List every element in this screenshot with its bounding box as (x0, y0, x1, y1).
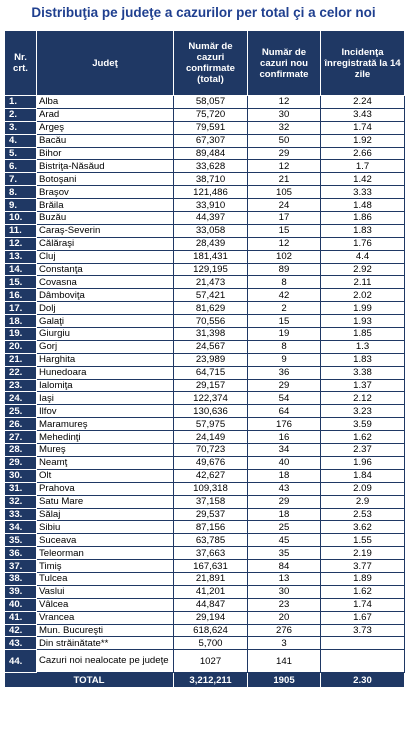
table-row (5, 134, 405, 147)
total-cases-cell: 87,156 (174, 521, 248, 534)
incidence-cell (321, 637, 405, 650)
total-cases-cell: 121,486 (174, 186, 248, 199)
nr-cell: 19. (5, 328, 37, 341)
nr-cell: 27. (5, 431, 37, 444)
incidence-cell: 1.84 (321, 469, 405, 482)
table-row (5, 224, 405, 237)
new-cases-cell: 29 (248, 495, 321, 508)
nr-cell: 37. (5, 560, 37, 573)
county-name-cell: Gorj (37, 340, 174, 353)
total-cases-cell: 44,847 (174, 598, 248, 611)
incidence-cell: 1.85 (321, 328, 405, 341)
nr-cell: 21. (5, 353, 37, 366)
county-name-cell: Bacău (37, 134, 174, 147)
total-cases-cell: 24,149 (174, 431, 248, 444)
total-cases-cell: 29,157 (174, 379, 248, 392)
incidence-cell: 2.9 (321, 495, 405, 508)
county-name-cell: Caraş-Severin (37, 224, 174, 237)
new-cases-cell: 43 (248, 482, 321, 495)
incidence-cell: 1.89 (321, 572, 405, 585)
table-row (5, 431, 405, 444)
total-cases-cell: 44,397 (174, 212, 248, 225)
total-cases-cell: 21,891 (174, 572, 248, 585)
incidence-cell: 1.62 (321, 431, 405, 444)
table-row (5, 650, 405, 673)
county-name-cell: Galaţi (37, 315, 174, 328)
header-new-cases: Număr de cazuri nou confirmate (248, 31, 321, 96)
new-cases-cell: 19 (248, 328, 321, 341)
incidence-cell: 1.92 (321, 134, 405, 147)
new-cases-cell: 18 (248, 469, 321, 482)
new-cases-cell: 176 (248, 418, 321, 431)
county-name-cell: Mureş (37, 444, 174, 457)
nr-cell: 16. (5, 289, 37, 302)
county-cases-table (4, 30, 405, 688)
table-header-row (5, 31, 405, 96)
county-name-cell: Giurgiu (37, 328, 174, 341)
county-name-cell: Alba (37, 96, 174, 109)
nr-cell: 4. (5, 134, 37, 147)
new-cases-cell: 30 (248, 108, 321, 121)
incidence-cell: 1.99 (321, 302, 405, 315)
new-cases-cell: 20 (248, 611, 321, 624)
total-cases-cell: 109,318 (174, 482, 248, 495)
new-cases-cell: 12 (248, 160, 321, 173)
incidence-cell: 1.83 (321, 224, 405, 237)
total-cases-cell: 618,624 (174, 624, 248, 637)
total-cases-cell: 49,676 (174, 456, 248, 469)
county-name-cell: Sălaj (37, 508, 174, 521)
table-row (5, 418, 405, 431)
total-cases-cell: 28,439 (174, 237, 248, 250)
nr-cell: 13. (5, 250, 37, 263)
nr-cell: 26. (5, 418, 37, 431)
table-row (5, 637, 405, 650)
new-cases-cell: 35 (248, 547, 321, 560)
county-name-cell: Maramureş (37, 418, 174, 431)
county-name-cell: Prahova (37, 482, 174, 495)
table-row (5, 276, 405, 289)
incidence-cell: 3.43 (321, 108, 405, 121)
incidence-cell: 1.74 (321, 121, 405, 134)
table-row (5, 250, 405, 263)
new-cases-cell: 23 (248, 598, 321, 611)
new-cases-cell: 25 (248, 521, 321, 534)
total-cases-cell: 37,158 (174, 495, 248, 508)
new-cases-cell: 12 (248, 96, 321, 109)
total-cases-cell: 89,484 (174, 147, 248, 160)
new-cases-cell: 15 (248, 224, 321, 237)
county-name-cell: Mehedinţi (37, 431, 174, 444)
table-row (5, 379, 405, 392)
table-row (5, 624, 405, 637)
county-name-cell: Hunedoara (37, 366, 174, 379)
nr-cell: 2. (5, 108, 37, 121)
incidence-cell: 1.76 (321, 237, 405, 250)
county-name-cell: Brăila (37, 199, 174, 212)
county-name-cell: Cazuri noi nealocate pe judeţe (37, 650, 174, 673)
nr-cell: 1. (5, 96, 37, 109)
county-name-cell: Dolj (37, 302, 174, 315)
total-cases-cell: 58,057 (174, 96, 248, 109)
new-cases-cell: 89 (248, 263, 321, 276)
table-row (5, 611, 405, 624)
table-row (5, 160, 405, 173)
nr-cell: 28. (5, 444, 37, 457)
incidence-cell: 1.3 (321, 340, 405, 353)
total-cases-cell: 1027 (174, 650, 248, 673)
county-name-cell: Braşov (37, 186, 174, 199)
table-row (5, 96, 405, 109)
table-row (5, 147, 405, 160)
nr-cell: 22. (5, 366, 37, 379)
nr-cell: 7. (5, 173, 37, 186)
new-cases-cell: 29 (248, 147, 321, 160)
total-cases-cell: 33,628 (174, 160, 248, 173)
county-name-cell: Bistriţa-Năsăud (37, 160, 174, 173)
table-row (5, 315, 405, 328)
new-cases-cell: 40 (248, 456, 321, 469)
nr-cell: 40. (5, 598, 37, 611)
total-cases-cell: 181,431 (174, 250, 248, 263)
total-cases-cell: 81,629 (174, 302, 248, 315)
table-row (5, 444, 405, 457)
nr-cell: 15. (5, 276, 37, 289)
table-row (5, 212, 405, 225)
county-name-cell: Sibiu (37, 521, 174, 534)
nr-cell: 30. (5, 469, 37, 482)
incidence-cell: 1.42 (321, 173, 405, 186)
incidence-cell: 2.09 (321, 482, 405, 495)
incidence-cell: 3.62 (321, 521, 405, 534)
nr-cell: 18. (5, 315, 37, 328)
table-row (5, 173, 405, 186)
table-row (5, 108, 405, 121)
incidence-cell: 2.37 (321, 444, 405, 457)
table-row (5, 263, 405, 276)
table-row (5, 469, 405, 482)
nr-cell: 14. (5, 263, 37, 276)
incidence-cell: 4.4 (321, 250, 405, 263)
new-cases-cell: 36 (248, 366, 321, 379)
incidence-cell: 1.74 (321, 598, 405, 611)
table-row (5, 598, 405, 611)
incidence-cell: 2.11 (321, 276, 405, 289)
nr-cell: 34. (5, 521, 37, 534)
nr-cell: 32. (5, 495, 37, 508)
county-name-cell: Timiş (37, 560, 174, 573)
nr-cell: 8. (5, 186, 37, 199)
table-row (5, 328, 405, 341)
total-incidence-cell: 2.30 (321, 673, 405, 688)
incidence-cell: 2.24 (321, 96, 405, 109)
county-name-cell: Vaslui (37, 585, 174, 598)
table-row (5, 199, 405, 212)
incidence-cell: 2.66 (321, 147, 405, 160)
new-cases-cell: 34 (248, 444, 321, 457)
county-name-cell: Din străinătate** (37, 637, 174, 650)
new-cases-cell: 30 (248, 585, 321, 598)
county-name-cell: Satu Mare (37, 495, 174, 508)
total-cases-cell: 70,723 (174, 444, 248, 457)
incidence-cell: 2.19 (321, 547, 405, 560)
total-cases-cell: 33,058 (174, 224, 248, 237)
nr-cell: 23. (5, 379, 37, 392)
new-cases-cell: 24 (248, 199, 321, 212)
nr-cell: 17. (5, 302, 37, 315)
county-name-cell: Buzău (37, 212, 174, 225)
county-name-cell: Argeş (37, 121, 174, 134)
nr-cell: 29. (5, 456, 37, 469)
table-row (5, 405, 405, 418)
new-cases-cell: 141 (248, 650, 321, 673)
nr-cell: 3. (5, 121, 37, 134)
incidence-cell: 3.73 (321, 624, 405, 637)
county-name-cell: Olt (37, 469, 174, 482)
new-cases-cell: 2 (248, 302, 321, 315)
table-row (5, 585, 405, 598)
nr-cell: 39. (5, 585, 37, 598)
new-cases-cell: 84 (248, 560, 321, 573)
new-cases-cell: 18 (248, 508, 321, 521)
county-name-cell: Vâlcea (37, 598, 174, 611)
county-name-cell: Teleorman (37, 547, 174, 560)
county-name-cell: Arad (37, 108, 174, 121)
incidence-cell: 1.93 (321, 315, 405, 328)
incidence-cell: 1.83 (321, 353, 405, 366)
total-cases-cell: 75,720 (174, 108, 248, 121)
county-name-cell: Bihor (37, 147, 174, 160)
nr-cell: 24. (5, 392, 37, 405)
incidence-cell: 3.77 (321, 560, 405, 573)
incidence-cell: 2.53 (321, 508, 405, 521)
header-incidence: Incidenţa înregistrată la 14 zile (321, 31, 405, 96)
table-row (5, 456, 405, 469)
nr-cell: 25. (5, 405, 37, 418)
new-cases-cell: 15 (248, 315, 321, 328)
county-name-cell: Covasna (37, 276, 174, 289)
new-cases-cell: 32 (248, 121, 321, 134)
incidence-cell: 1.55 (321, 534, 405, 547)
new-cases-cell: 42 (248, 289, 321, 302)
table-row (5, 366, 405, 379)
nr-cell: 12. (5, 237, 37, 250)
total-cases-cell: 130,636 (174, 405, 248, 418)
incidence-cell: 1.67 (321, 611, 405, 624)
incidence-cell: 3.38 (321, 366, 405, 379)
page-title: Distribuţia pe judeţe a cazurilor per total çi a celor noi (31, 5, 376, 20)
header-nr: Nr. crt. (5, 31, 37, 96)
total-cases-cell: 167,631 (174, 560, 248, 573)
county-name-cell: Dâmboviţa (37, 289, 174, 302)
header-judet: Judeţ (37, 31, 174, 96)
total-row (5, 673, 405, 688)
total-cases-cell: 21,473 (174, 276, 248, 289)
incidence-cell: 3.23 (321, 405, 405, 418)
total-cases-cell: 63,785 (174, 534, 248, 547)
table-row (5, 495, 405, 508)
new-cases-cell: 276 (248, 624, 321, 637)
incidence-cell: 2.02 (321, 289, 405, 302)
total-new-cell: 1905 (248, 673, 321, 688)
new-cases-cell: 8 (248, 340, 321, 353)
total-label-cell: TOTAL (5, 673, 174, 688)
nr-cell: 33. (5, 508, 37, 521)
table-row (5, 560, 405, 573)
nr-cell: 44. (5, 650, 37, 673)
county-name-cell: Neamţ (37, 456, 174, 469)
table-row (5, 572, 405, 585)
incidence-cell: 2.92 (321, 263, 405, 276)
county-name-cell: Ilfov (37, 405, 174, 418)
incidence-cell (321, 650, 405, 673)
new-cases-cell: 45 (248, 534, 321, 547)
nr-cell: 20. (5, 340, 37, 353)
total-cases-cell: 122,374 (174, 392, 248, 405)
new-cases-cell: 54 (248, 392, 321, 405)
nr-cell: 11. (5, 224, 37, 237)
total-cases-cell: 70,556 (174, 315, 248, 328)
total-cases-cell: 129,195 (174, 263, 248, 276)
county-name-cell: Mun. Bucureşti (37, 624, 174, 637)
county-name-cell: Vrancea (37, 611, 174, 624)
new-cases-cell: 13 (248, 572, 321, 585)
table-row (5, 521, 405, 534)
total-cases-cell: 3,212,211 (174, 673, 248, 688)
county-name-cell: Cluj (37, 250, 174, 263)
total-cases-cell: 23,989 (174, 353, 248, 366)
county-name-cell: Constanţa (37, 263, 174, 276)
total-cases-cell: 37,663 (174, 547, 248, 560)
new-cases-cell: 50 (248, 134, 321, 147)
county-name-cell: Harghita (37, 353, 174, 366)
county-name-cell: Suceava (37, 534, 174, 547)
incidence-cell: 1.62 (321, 585, 405, 598)
nr-cell: 9. (5, 199, 37, 212)
total-cases-cell: 31,398 (174, 328, 248, 341)
nr-cell: 31. (5, 482, 37, 495)
table-row (5, 302, 405, 315)
table-row (5, 353, 405, 366)
total-cases-cell: 38,710 (174, 173, 248, 186)
total-cases-cell: 5,700 (174, 637, 248, 650)
nr-cell: 35. (5, 534, 37, 547)
total-cases-cell: 57,421 (174, 289, 248, 302)
nr-cell: 36. (5, 547, 37, 560)
total-cases-cell: 79,591 (174, 121, 248, 134)
new-cases-cell: 29 (248, 379, 321, 392)
county-name-cell: Călăraşi (37, 237, 174, 250)
table-row (5, 547, 405, 560)
new-cases-cell: 3 (248, 637, 321, 650)
header-total-cases: Număr de cazuri confirmate (total) (174, 31, 248, 96)
total-cases-cell: 29,537 (174, 508, 248, 521)
incidence-cell: 1.48 (321, 199, 405, 212)
nr-cell: 43. (5, 637, 37, 650)
total-cases-cell: 42,627 (174, 469, 248, 482)
incidence-cell: 3.33 (321, 186, 405, 199)
new-cases-cell: 105 (248, 186, 321, 199)
incidence-cell: 1.96 (321, 456, 405, 469)
incidence-cell: 2.12 (321, 392, 405, 405)
total-cases-cell: 29,194 (174, 611, 248, 624)
table-row (5, 508, 405, 521)
nr-cell: 6. (5, 160, 37, 173)
county-name-cell: Tulcea (37, 572, 174, 585)
incidence-cell: 1.86 (321, 212, 405, 225)
table-row (5, 289, 405, 302)
nr-cell: 41. (5, 611, 37, 624)
table-row (5, 340, 405, 353)
total-cases-cell: 64,715 (174, 366, 248, 379)
new-cases-cell: 17 (248, 212, 321, 225)
nr-cell: 5. (5, 147, 37, 160)
nr-cell: 38. (5, 572, 37, 585)
total-cases-cell: 41,201 (174, 585, 248, 598)
total-cases-cell: 67,307 (174, 134, 248, 147)
nr-cell: 10. (5, 212, 37, 225)
county-name-cell: Iaşi (37, 392, 174, 405)
county-name-cell: Botoşani (37, 173, 174, 186)
new-cases-cell: 9 (248, 353, 321, 366)
incidence-cell: 1.7 (321, 160, 405, 173)
new-cases-cell: 12 (248, 237, 321, 250)
new-cases-cell: 21 (248, 173, 321, 186)
table-row (5, 534, 405, 547)
total-cases-cell: 33,910 (174, 199, 248, 212)
county-name-cell: Ialomiţa (37, 379, 174, 392)
table-row (5, 121, 405, 134)
table-row (5, 186, 405, 199)
nr-cell: 42. (5, 624, 37, 637)
total-cases-cell: 57,975 (174, 418, 248, 431)
incidence-cell: 3.59 (321, 418, 405, 431)
new-cases-cell: 8 (248, 276, 321, 289)
new-cases-cell: 64 (248, 405, 321, 418)
total-cases-cell: 24,567 (174, 340, 248, 353)
table-row (5, 237, 405, 250)
incidence-cell: 1.37 (321, 379, 405, 392)
new-cases-cell: 102 (248, 250, 321, 263)
table-row (5, 392, 405, 405)
table-row (5, 482, 405, 495)
new-cases-cell: 16 (248, 431, 321, 444)
